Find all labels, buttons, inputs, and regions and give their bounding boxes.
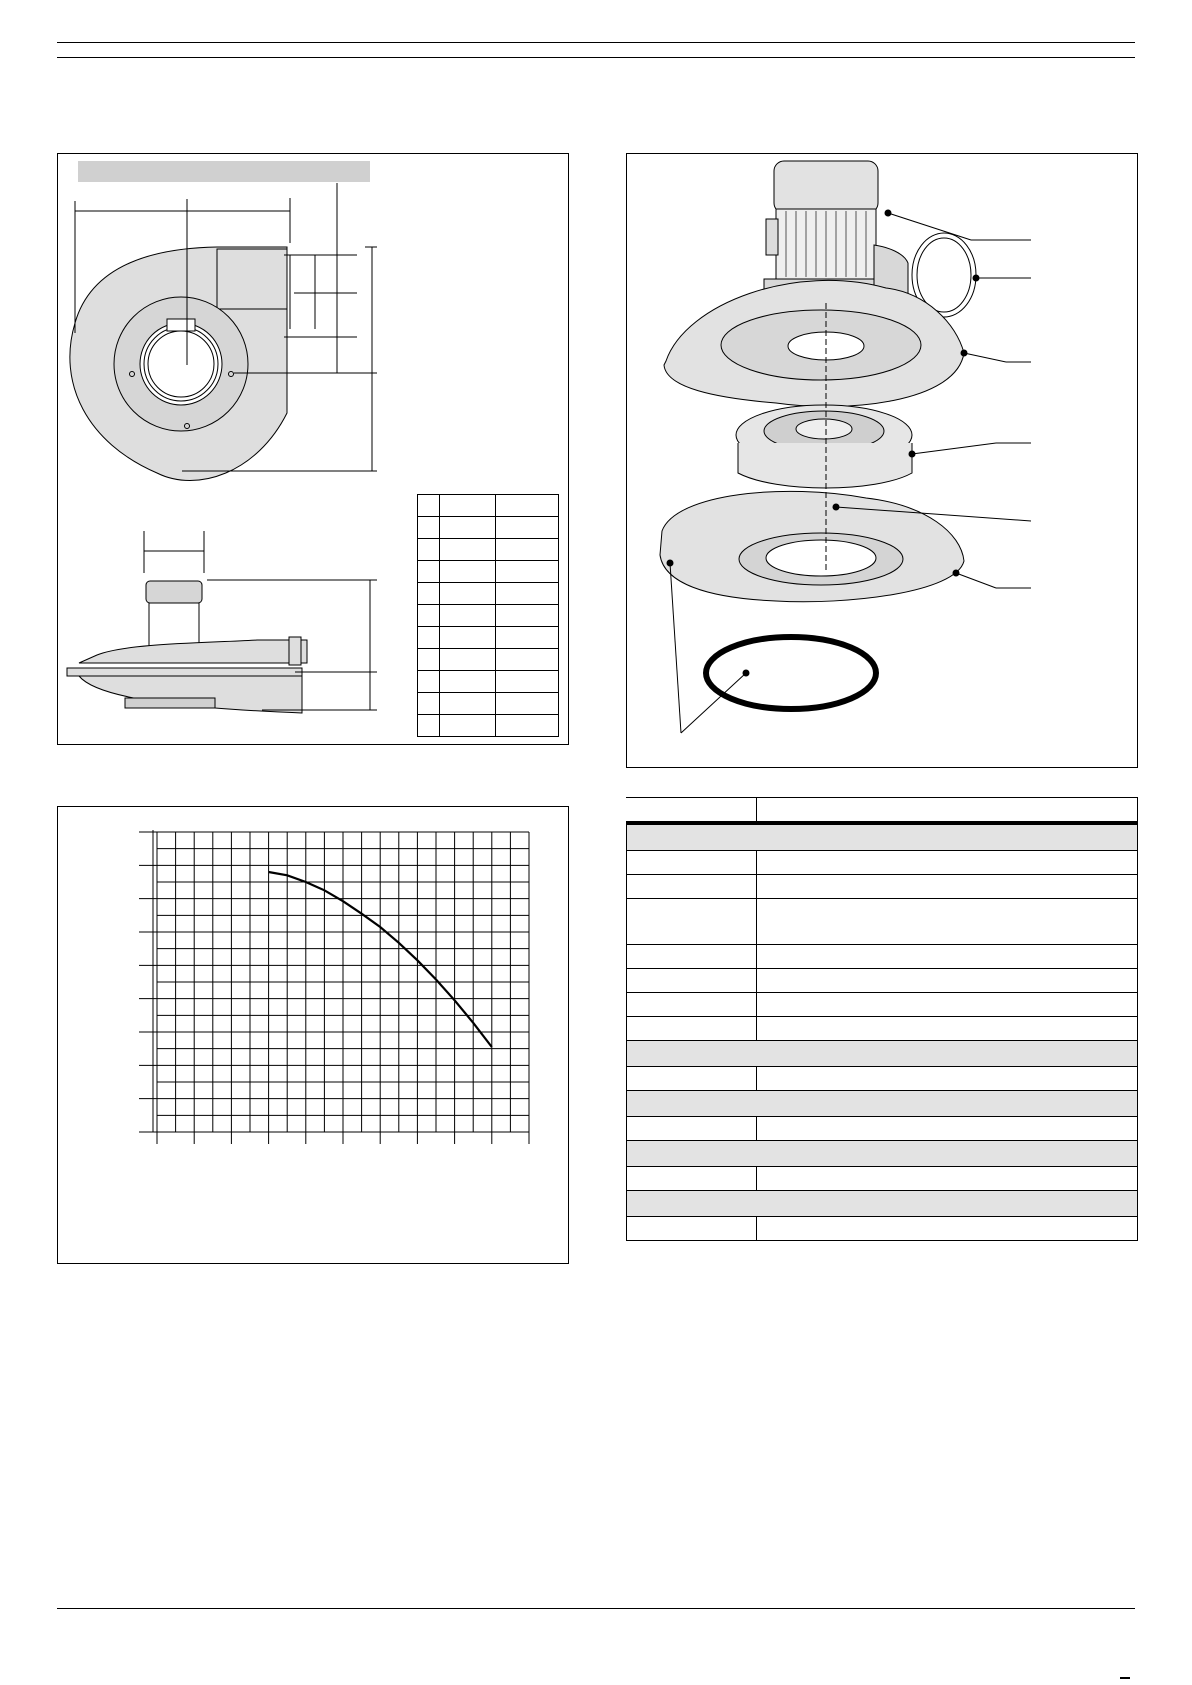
dim-cell — [418, 495, 440, 517]
dim-cell — [496, 583, 559, 605]
spec-section-row — [627, 1091, 1138, 1117]
header-rule-top — [57, 42, 1135, 43]
spec-section-title — [627, 1141, 1138, 1167]
dim-cell — [418, 605, 440, 627]
performance-chart — [57, 806, 569, 1264]
spec-value — [757, 969, 1138, 993]
spec-key — [627, 1017, 757, 1041]
spec-key — [627, 969, 757, 993]
spec-key — [627, 875, 757, 899]
page-tab-marker — [1120, 1677, 1130, 1679]
dim-cell — [496, 627, 559, 649]
dim-cell — [440, 693, 496, 715]
dim-cell — [440, 561, 496, 583]
spec-row — [627, 969, 1138, 993]
spec-key — [627, 993, 757, 1017]
spec-key — [627, 945, 757, 969]
spec-value — [757, 1017, 1138, 1041]
spec-row — [627, 1017, 1138, 1041]
dimension-table — [417, 494, 559, 737]
dim-cell — [418, 539, 440, 561]
spec-key — [627, 899, 757, 945]
spec-row — [627, 899, 1138, 945]
dim-cell — [496, 561, 559, 583]
dim-cell — [496, 539, 559, 561]
spec-value — [757, 993, 1138, 1017]
spec-section-row — [627, 1191, 1138, 1217]
dim-cell — [440, 605, 496, 627]
dim-cell — [496, 605, 559, 627]
spec-row — [627, 993, 1138, 1017]
dim-cell — [440, 649, 496, 671]
spec-header-divider — [756, 797, 757, 821]
spec-row — [627, 851, 1138, 875]
dim-cell — [440, 671, 496, 693]
dim-cell — [440, 517, 496, 539]
dim-cell — [418, 693, 440, 715]
spec-value — [757, 1067, 1138, 1091]
spec-row — [627, 1117, 1138, 1141]
dim-cell — [418, 715, 440, 737]
dim-cell — [440, 583, 496, 605]
spec-header-rule — [626, 797, 1138, 798]
fan-exploded-view — [626, 153, 1138, 768]
dim-cell — [440, 539, 496, 561]
dim-cell — [496, 649, 559, 671]
spec-section-row — [627, 1141, 1138, 1167]
dim-cell — [418, 583, 440, 605]
spec-key — [627, 1167, 757, 1191]
spec-section-title — [627, 1091, 1138, 1117]
spec-row — [627, 875, 1138, 899]
spec-value — [757, 1217, 1138, 1241]
dim-cell — [418, 671, 440, 693]
spec-key — [627, 1067, 757, 1091]
dim-cell — [418, 561, 440, 583]
spec-value — [757, 945, 1138, 969]
spec-key — [627, 851, 757, 875]
dim-cell — [440, 627, 496, 649]
spec-row — [627, 945, 1138, 969]
spec-row — [627, 1067, 1138, 1091]
specification-table — [626, 824, 1138, 1241]
spec-key — [627, 1217, 757, 1241]
dim-cell — [496, 495, 559, 517]
spec-row — [627, 1167, 1138, 1191]
spec-value — [757, 1117, 1138, 1141]
spec-section-title — [627, 1041, 1138, 1067]
spec-section-title — [627, 825, 1138, 851]
dim-cell — [496, 671, 559, 693]
dim-cell — [418, 649, 440, 671]
spec-section-title — [627, 1191, 1138, 1217]
spec-row — [627, 1217, 1138, 1241]
dim-cell — [440, 495, 496, 517]
dim-cell — [496, 517, 559, 539]
spec-section-row — [627, 825, 1138, 851]
spec-value — [757, 899, 1138, 945]
spec-key — [627, 1117, 757, 1141]
spec-value — [757, 1167, 1138, 1191]
spec-value — [757, 875, 1138, 899]
spec-section-row — [627, 1041, 1138, 1067]
dim-cell — [418, 627, 440, 649]
spec-header-right-edge — [1137, 797, 1138, 821]
dim-cell — [418, 517, 440, 539]
dim-cell — [496, 693, 559, 715]
dim-cell — [440, 715, 496, 737]
spec-value — [757, 851, 1138, 875]
header-rule-bottom — [57, 57, 1135, 58]
dim-cell — [496, 715, 559, 737]
footer-rule — [57, 1608, 1135, 1609]
